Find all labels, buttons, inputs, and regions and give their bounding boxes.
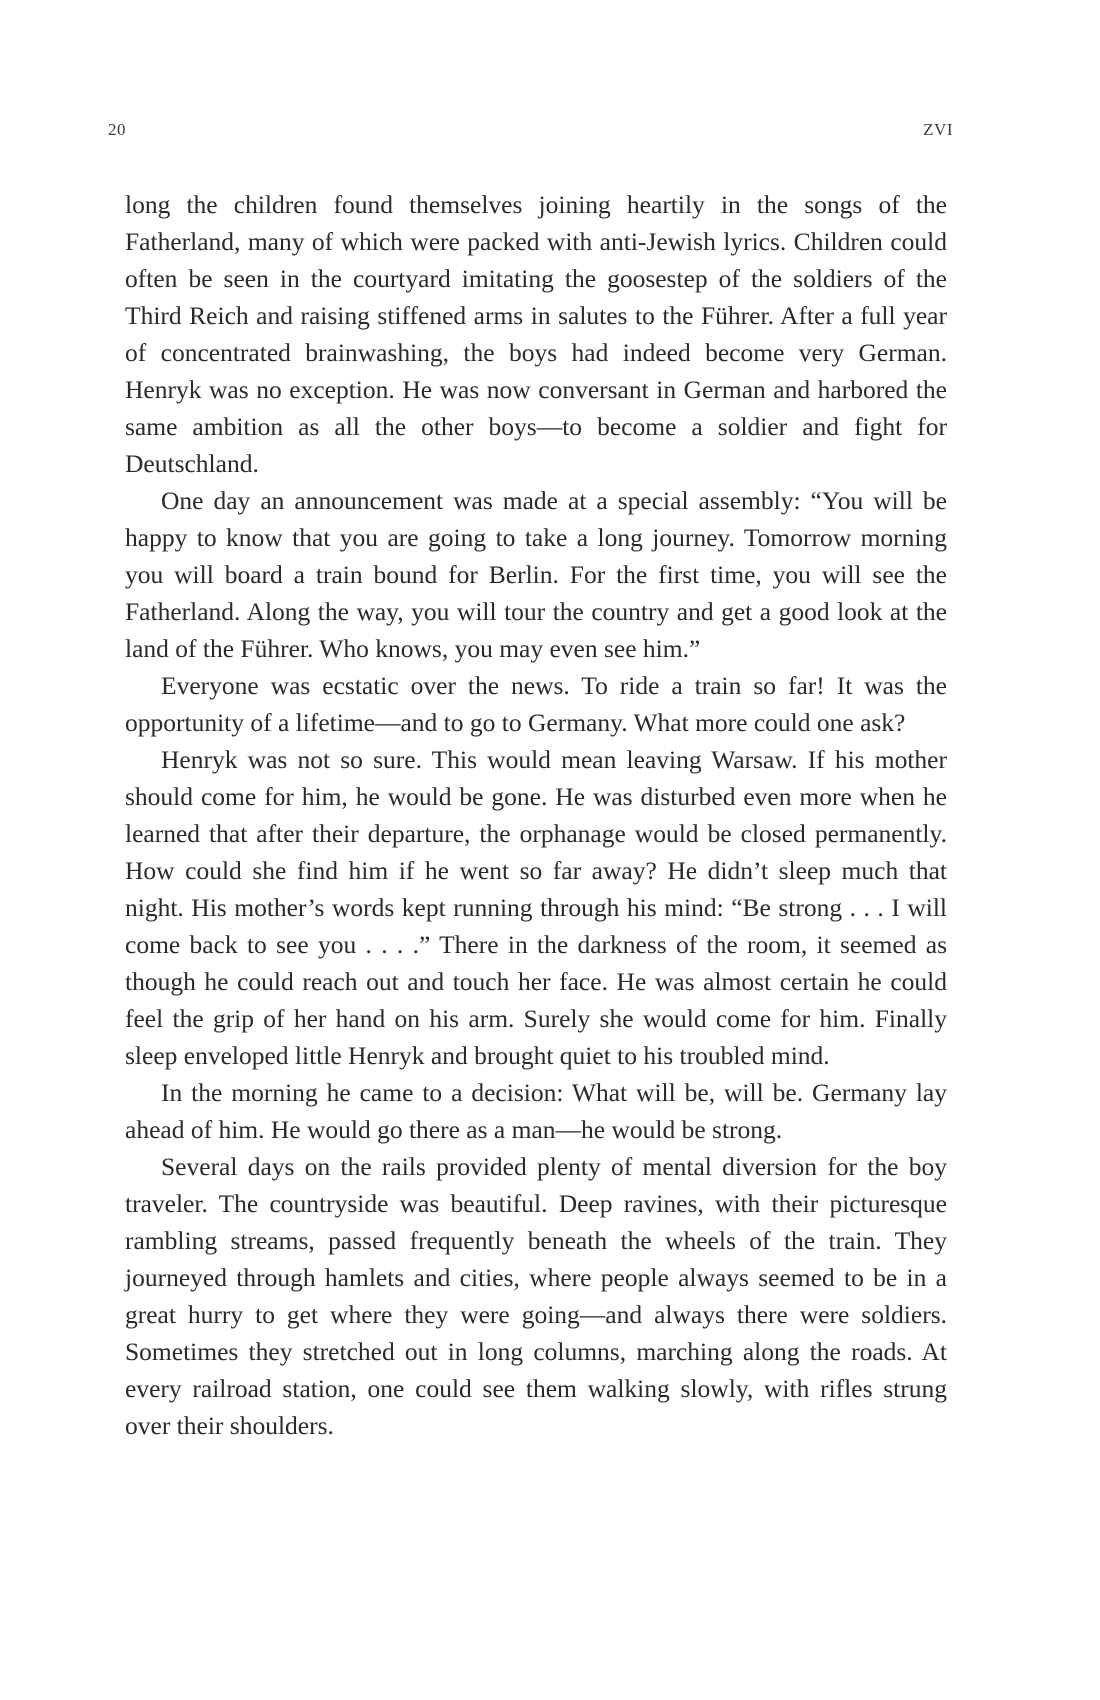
paragraph-decision: In the morning he came to a decision: What will be, will be. Germany lay ahead of him. He would go there as a man—he would be strong. (125, 1078, 947, 1144)
paragraph-henryk-unsure: Henryk was not so sure. This would mean leaving Warsaw. If his mother should come for him, he would be gone. He was disturbed even more when he learned that after their departure, the orphanage would be closed permanently. How could she find him if he went so far away? He didn’t sleep much that night. His mother’s words kept running through his mind: “Be strong . . . I will come back to see you . . . .” There in the darkness of the room, it seemed as though he could reach out and touch her face. He was almost certain he could feel the grip of her hand on his arm. Surely she would come for him. Finally sleep enveloped little Henryk and brought quiet to his troubled mind. (125, 745, 947, 1070)
running-head (108, 120, 953, 142)
page-number: 20 (108, 120, 126, 139)
running-title: ZVI (923, 120, 953, 139)
body-text (125, 186, 947, 1444)
paragraph-continued: long the children found themselves joining heartily in the songs of the Fatherland, many of which were packed with anti-Jewish lyrics. Children could often be seen in the courtyard imitating the goosestep of the soldiers of the Third Reich and raising stiffened arms in salutes to the Führer. After a full year of concentrated brainwashing, the boys had indeed become very German. Henryk was no exception. He was now conversant in German and harbored the same ambition as all the other boys—to become a soldier and fight for Deutschland. (125, 190, 947, 478)
paragraph-journey: Several days on the rails provided plenty of mental diversion for the boy traveler. The countryside was beautiful. Deep ravines, with their picturesque rambling streams, passed frequently beneath the wheels of the train. They journeyed through hamlets and cities, where people always seemed to be in a great hurry to get where they were going—and always there were soldiers. Sometimes they stretched out in long columns, marching along the roads. At every railroad station, one could see them walking slowly, with rifles strung over their shoulders. (125, 1152, 947, 1440)
paragraph-announcement: One day an announcement was made at a special assembly: “You will be happy to know that you are going to take a long journey. Tomorrow morning you will board a train bound for Berlin. For the first time, you will see the Fatherland. Along the way, you will tour the country and get a good look at the land of the Führer. Who knows, you may even see him.” (125, 486, 947, 663)
paragraph-ecstatic: Everyone was ecstatic over the news. To ride a train so far! It was the opportunity of a lifetime—and to go to Germany. What more could one ask? (125, 671, 947, 737)
